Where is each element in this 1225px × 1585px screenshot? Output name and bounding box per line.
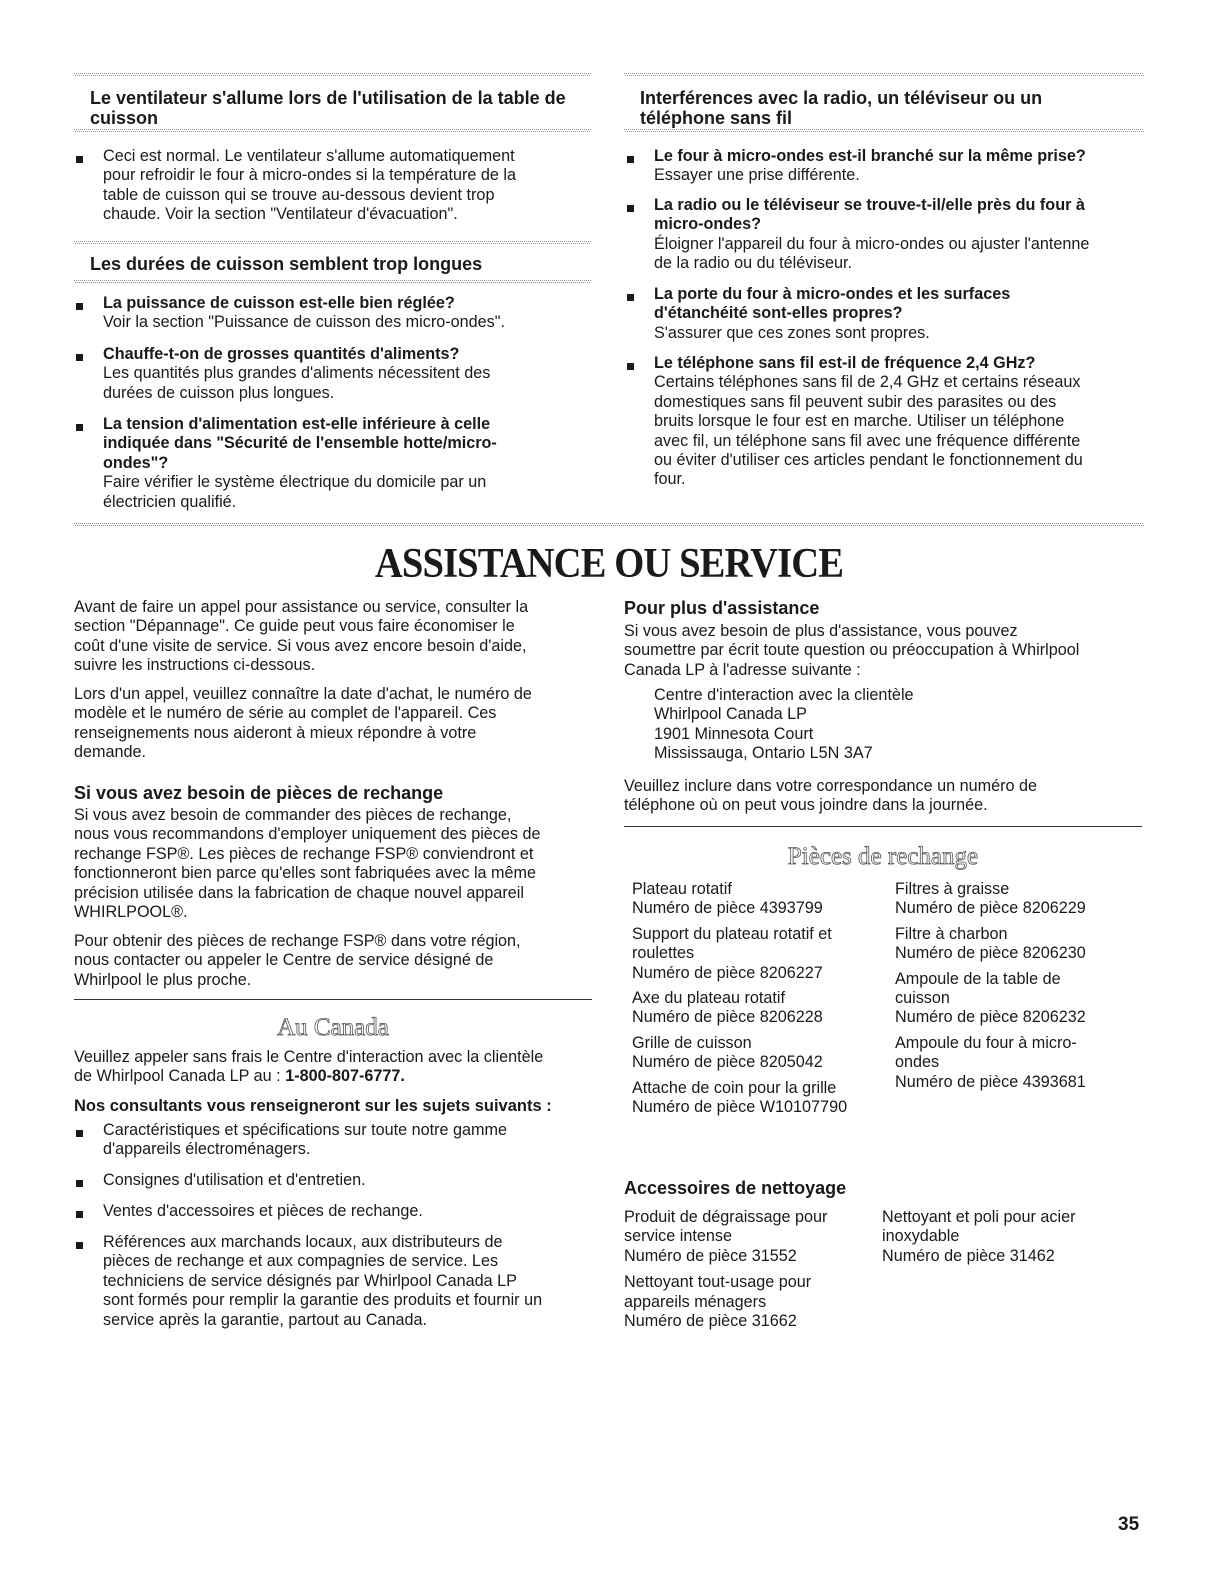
part-name: Produit de dégraissage pour [624, 1208, 828, 1226]
question: La tension d'alimentation est-elle inférieure à celle [103, 415, 491, 433]
list-item: Ventes d'accessoires et pièces de rechange. [103, 1202, 423, 1220]
section-heading: Les durées de cuisson semblent trop longues [90, 254, 483, 274]
intro-paragraph [74, 598, 594, 676]
bullet-icon [627, 363, 634, 370]
part-name: Ampoule du four à micro- [895, 1033, 1077, 1052]
part-number: Numéro de pièce 31462 [882, 1246, 1055, 1265]
region-paragraph [74, 932, 594, 990]
bullet-icon [76, 1180, 83, 1187]
text-line: Whirlpool le plus proche. [74, 970, 252, 989]
consultants-heading: Nos consultants vous renseigneront sur les sujets suivants : [74, 1097, 552, 1115]
text-line: d'appareils électroménagers. [103, 1140, 311, 1159]
question: Chauffe-t-on de grosses quantités d'aliments? [103, 345, 460, 363]
question: La radio ou le téléviseur se trouve-t-il/elle près du four à [654, 196, 1085, 214]
text-line: pour refroidir le four à micro-ondes si la température de la [103, 166, 516, 185]
answer: Voir la section "Puissance de cuisson des micro-ondes". [103, 313, 505, 332]
answer: Éloigner l'appareil du four à micro-ondes ou ajuster l'antenne [654, 234, 1090, 253]
question: indiquée dans "Sécurité de l'ensemble hotte/micro- [103, 434, 497, 453]
text-line: précision utilisée dans la fabrication de chaque nouvel appareil [74, 883, 524, 902]
text-line: Veuillez inclure dans votre correspondance un numéro de [624, 777, 1038, 795]
address-block [654, 686, 1134, 764]
parts-paragraph [74, 806, 594, 922]
answer: Certains téléphones sans fil de 2,4 GHz et certains réseaux [654, 373, 1081, 392]
address-line: Mississauga, Ontario L5N 3A7 [654, 744, 873, 763]
part-entry [895, 880, 1145, 919]
part-name: Ampoule de la table de [895, 969, 1061, 988]
part-number: Numéro de pièce 8206230 [895, 944, 1086, 963]
text-line: Si vous avez besoin de plus d'assistance, vous pouvez [624, 622, 1018, 640]
list-item [654, 147, 1144, 186]
list-item [654, 354, 1144, 490]
answer: four. [654, 470, 686, 489]
call-paragraph [74, 1048, 594, 1087]
answer: domestiques sans fil peuvent subir des parasites ou des [654, 392, 1057, 411]
text-line: service après la garantie, partout au Canada. [103, 1310, 427, 1329]
part-number: Numéro de pièce 8206227 [632, 963, 823, 982]
answer: Faire vérifier le système électrique du domicile par un [103, 473, 487, 492]
heading-line: Le ventilateur s'allume lors de l'utilisation de la table de [90, 88, 566, 108]
heading-line: cuisson [90, 108, 159, 128]
text-line: Ceci est normal. Le ventilateur s'allume automatiquement [103, 147, 515, 165]
part-name: Grille de cuisson [632, 1033, 752, 1052]
divider [74, 128, 591, 133]
list-item [103, 345, 583, 403]
part-entry [632, 1034, 882, 1073]
assistance-paragraph [624, 622, 1144, 680]
part-entry [895, 1034, 1145, 1092]
part-name: Filtres à graisse [895, 880, 1010, 898]
answer: électricien qualifié. [103, 492, 237, 511]
part-entry [882, 1208, 1142, 1266]
part-entry [632, 925, 882, 983]
heading-line: téléphone sans fil [640, 108, 793, 128]
list-item: Consignes d'utilisation et d'entretien. [103, 1171, 366, 1189]
phone-number: 1-800-807-6777. [285, 1067, 405, 1086]
text-line: Si vous avez besoin de commander des pièces de rechange, [74, 806, 512, 824]
question: d'étanchéité sont-elles propres? [654, 304, 903, 323]
question: La porte du four à micro-ondes et les surfaces [654, 285, 1011, 303]
text-line: de Whirlpool Canada LP au : [74, 1067, 286, 1086]
text-line: fonctionneront bien parce qu'elles sont fabriquées avec la même [74, 864, 537, 883]
text-line: Caractéristiques et spécifications sur toute notre gamme [103, 1121, 507, 1139]
text-line: chaude. Voir la section "Ventilateur d'évacuation". [103, 205, 458, 224]
part-name: service intense [624, 1227, 732, 1246]
call-info-paragraph [74, 685, 594, 763]
bullet-icon [627, 156, 634, 163]
part-entry [632, 1079, 882, 1118]
canada-heading: Au Canada [277, 1014, 389, 1041]
text-line: Pour obtenir des pièces de rechange FSP® dans votre région, [74, 932, 521, 950]
divider [74, 240, 591, 245]
answer: ou éviter d'utiliser ces articles pendant le fonctionnement du [654, 451, 1083, 470]
text-line: demande. [74, 743, 146, 762]
answer: de la radio ou du téléviseur. [654, 254, 852, 273]
part-entry [632, 880, 882, 919]
part-name: Attache de coin pour la grille [632, 1078, 837, 1097]
list-item [103, 1233, 593, 1330]
part-entry [895, 925, 1145, 964]
part-number: Numéro de pièce 31662 [624, 1312, 797, 1331]
bullet-icon [627, 205, 634, 212]
part-number: Numéro de pièce 8206228 [632, 1008, 823, 1027]
answer: Essayer une prise différente. [654, 166, 860, 185]
part-number: Numéro de pièce W10107790 [632, 1098, 848, 1117]
question: ondes"? [103, 453, 169, 472]
list-item [103, 1121, 593, 1160]
list-item [654, 196, 1144, 274]
part-name: ondes [895, 1053, 940, 1072]
part-name: cuisson [895, 989, 950, 1008]
bullet-icon [76, 303, 83, 310]
text-line: Lors d'un appel, veuillez connaître la date d'achat, le numéro de [74, 685, 532, 703]
part-entry [624, 1273, 874, 1331]
heading-line: Interférences avec la radio, un téléviseur ou un [640, 88, 1043, 108]
text-line: nous contacter ou appeler le Centre de service désigné de [74, 951, 494, 970]
answer: Les quantités plus grandes d'aliments nécessitent des [103, 364, 491, 383]
page-number: 35 [1118, 1514, 1140, 1535]
page-title: ASSISTANCE OU SERVICE [374, 541, 844, 587]
list-item [654, 285, 1144, 343]
text-line: téléphone où on peut vous joindre dans la journée. [624, 796, 988, 815]
list-item [103, 415, 583, 512]
cleaning-list-left [624, 1208, 874, 1331]
bullet-icon [76, 1211, 83, 1218]
text-line: section "Dépannage". Ce guide peut vous faire économiser le [74, 617, 515, 636]
parts-list-left [632, 880, 882, 1117]
part-name: appareils ménagers [624, 1292, 767, 1311]
replacement-parts-heading: Pièces de rechange [787, 843, 979, 870]
part-number: Numéro de pièce 8206229 [895, 899, 1086, 918]
part-entry [632, 989, 882, 1028]
bullet-icon [76, 1242, 83, 1249]
section-heading [90, 88, 590, 128]
divider [624, 128, 1144, 133]
cleaning-heading: Accessoires de nettoyage [624, 1178, 847, 1198]
parts-list-right [895, 880, 1145, 1092]
text-line: Canada LP à l'adresse suivante : [624, 660, 861, 679]
text-line: suivre les instructions ci-dessous. [74, 656, 316, 675]
section-heading [640, 88, 1140, 128]
address-line: 1901 Minnesota Court [654, 724, 814, 743]
answer: S'assurer que ces zones sont propres. [654, 323, 930, 342]
part-entry [624, 1208, 874, 1266]
part-number: Numéro de pièce 31552 [624, 1246, 797, 1265]
paragraph [103, 147, 583, 225]
text-line: Références aux marchands locaux, aux distributeurs de [103, 1233, 503, 1251]
text-line: Veuillez appeler sans frais le Centre d'interaction avec la clientèle [74, 1048, 544, 1066]
text-line: Avant de faire un appel pour assistance ou service, consulter la [74, 598, 529, 616]
answer: avec fil, un téléphone sans fil avec une fréquence différente [654, 431, 1081, 450]
part-name: Support du plateau rotatif et [632, 924, 832, 943]
answer: durées de cuisson plus longues. [103, 383, 335, 402]
list-item [103, 294, 583, 333]
bullet-icon [76, 156, 83, 163]
part-name: roulettes [632, 944, 695, 963]
text-line: WHIRLPOOL®. [74, 903, 188, 922]
text-line: modèle et le numéro de série au complet de l'appareil. Ces [74, 704, 497, 723]
divider [74, 999, 592, 1000]
text-line: renseignements nous aideront à mieux répondre à votre [74, 723, 477, 742]
part-name: Axe du plateau rotatif [632, 989, 785, 1008]
text-line: nous vous recommandons d'employer uniquement des pièces de [74, 825, 541, 844]
bullet-icon [627, 294, 634, 301]
divider [74, 522, 1144, 527]
part-name: Nettoyant tout-usage pour [624, 1273, 812, 1292]
divider [74, 72, 591, 77]
contact-paragraph [624, 777, 1144, 816]
address-line: Whirlpool Canada LP [654, 705, 807, 724]
text-line: soumettre par écrit toute question ou préoccupation à Whirlpool [624, 641, 1080, 660]
text-line: sont formés pour remplir la garantie des produits et fournir un [103, 1291, 543, 1310]
question: micro-ondes? [654, 215, 762, 234]
text-line: pièces de rechange et aux compagnies de service. Les [103, 1252, 499, 1271]
part-number: Numéro de pièce 4393681 [895, 1072, 1086, 1091]
question: Le four à micro-ondes est-il branché sur la même prise? [654, 147, 1086, 165]
more-assistance-heading: Pour plus d'assistance [624, 598, 820, 618]
text-line: techniciens de service désignés par Whirlpool Canada LP [103, 1271, 517, 1290]
part-number: Numéro de pièce 8205042 [632, 1053, 823, 1072]
question: La puissance de cuisson est-elle bien réglée? [103, 294, 455, 312]
bullet-icon [76, 1130, 83, 1137]
answer: bruits lorsque le four est en marche. Utiliser un téléphone [654, 412, 1065, 431]
cleaning-list-right [882, 1208, 1142, 1266]
part-name: Plateau rotatif [632, 880, 732, 898]
divider [624, 826, 1142, 827]
divider [624, 72, 1144, 77]
part-name: inoxydable [882, 1227, 960, 1246]
text-line: rechange FSP®. Les pièces de rechange FSP® conviendront et [74, 844, 534, 863]
part-number: Numéro de pièce 4393799 [632, 899, 823, 918]
text-line: table de cuisson qui se trouve au-dessous devient trop [103, 185, 495, 204]
part-name: Nettoyant et poli pour acier [882, 1208, 1076, 1226]
divider [74, 279, 591, 284]
bullet-icon [76, 424, 83, 431]
text-line: coût d'une visite de service. Si vous avez encore besoin d'aide, [74, 636, 527, 655]
question: Le téléphone sans fil est-il de fréquence 2,4 GHz? [654, 354, 1036, 372]
part-name: Filtre à charbon [895, 924, 1008, 943]
parts-heading: Si vous avez besoin de pièces de rechange [74, 783, 444, 803]
address-line: Centre d'interaction avec la clientèle [654, 686, 914, 704]
part-number: Numéro de pièce 8206232 [895, 1008, 1086, 1027]
part-entry [895, 970, 1145, 1028]
bullet-icon [76, 354, 83, 361]
